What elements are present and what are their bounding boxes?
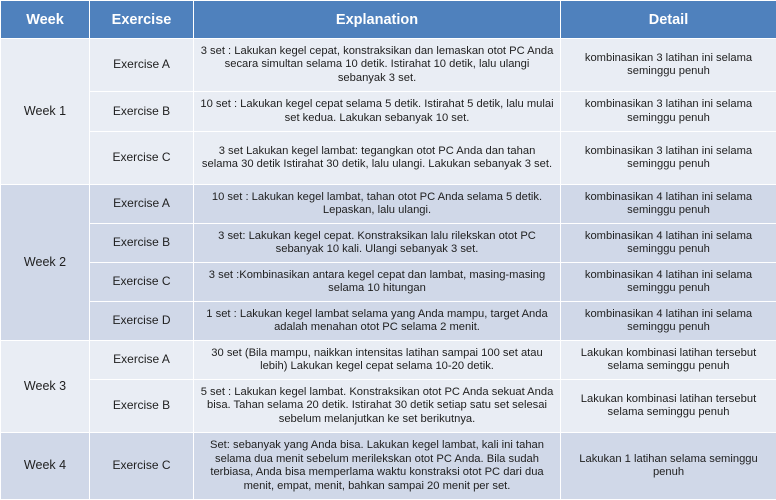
table-row <box>1 380 776 433</box>
table-row <box>1 92 776 132</box>
header-detail: Detail <box>561 1 776 39</box>
exercise-detail: kombinasikan 3 latihan ini selama seminggu penuh <box>561 39 776 92</box>
exercise-name: Exercise A <box>90 39 194 92</box>
exercise-name: Exercise C <box>90 433 194 500</box>
exercise-detail: Lakukan kombinasi latihan tersebut selama seminggu penuh <box>561 380 776 433</box>
exercise-detail: Lakukan 1 latihan selama seminggu penuh <box>561 433 776 500</box>
table-row <box>1 302 776 341</box>
exercise-explanation: 1 set : Lakukan kegel lambat selama yang Anda mampu, target Anda adalah menahan otot PC selama 2 menit. <box>194 302 561 341</box>
exercise-name: Exercise C <box>90 263 194 302</box>
table-row <box>1 39 776 92</box>
exercise-name: Exercise C <box>90 132 194 185</box>
exercise-explanation: Set: sebanyak yang Anda bisa. Lakukan kegel lambat, kali ini tahan selama dua menit sebelum merilekskan otot PC Anda. Bila sudah terbiasa, Anda bisa memperlama waktu konstraksi otot PC dari dua menit, empat, menit, bahkan sampai 20 menit per set. <box>194 433 561 500</box>
table-row <box>1 185 776 224</box>
week-label: Week 1 <box>1 39 90 185</box>
exercise-name: Exercise B <box>90 224 194 263</box>
exercise-explanation: 3 set: Lakukan kegel cepat. Konstraksikan lalu rilekskan otot PC sebanyak 10 kali. Ulangi sebanyak 3 set. <box>194 224 561 263</box>
week-label: Week 3 <box>1 341 90 433</box>
exercise-detail: kombinasikan 3 latihan ini selama seminggu penuh <box>561 132 776 185</box>
table-row <box>1 132 776 185</box>
exercise-explanation: 30 set (Bila mampu, naikkan intensitas latihan sampai 100 set atau lebih) Lakukan kegel cepat selama 10-20 detik. <box>194 341 561 380</box>
exercise-explanation: 10 set : Lakukan kegel cepat selama 5 detik. Istirahat 5 detik, lalu mulai set kedua. Lakukan sebanyak 10 set. <box>194 92 561 132</box>
exercise-name: Exercise A <box>90 185 194 224</box>
exercise-name: Exercise A <box>90 341 194 380</box>
table-row <box>1 341 776 380</box>
week-label: Week 2 <box>1 185 90 341</box>
exercise-detail: kombinasikan 4 latihan ini selama seminggu penuh <box>561 263 776 302</box>
exercise-explanation: 10 set : Lakukan kegel lambat, tahan otot PC Anda selama 5 detik. Lepaskan, lalu ulangi. <box>194 185 561 224</box>
exercise-detail: Lakukan kombinasi latihan tersebut selama seminggu penuh <box>561 341 776 380</box>
header-explanation: Explanation <box>194 1 561 39</box>
exercise-explanation: 3 set : Lakukan kegel cepat, konstraksikan dan lemaskan otot PC Anda secara simultan selama 10 detik. Istirahat 10 detik, lalu ulangi sebanyak 3 set. <box>194 39 561 92</box>
header-row <box>1 1 776 39</box>
header-week: Week <box>1 1 90 39</box>
exercise-detail: kombinasikan 4 latihan ini selama seminggu penuh <box>561 224 776 263</box>
table-row <box>1 224 776 263</box>
exercise-name: Exercise B <box>90 92 194 132</box>
exercise-explanation: 3 set Lakukan kegel lambat: tegangkan otot PC Anda dan tahan selama 30 detik Istirahat 30 detik, lalu ulangi. Lakukan sebanyak 3 set. <box>194 132 561 185</box>
table-row <box>1 263 776 302</box>
exercise-name: Exercise B <box>90 380 194 433</box>
table-row <box>1 433 776 500</box>
exercise-name: Exercise D <box>90 302 194 341</box>
exercise-explanation: 5 set : Lakukan kegel lambat. Konstraksikan otot PC Anda sekuat Anda bisa. Tahan selama 20 detik. Istirahat 30 detik setiap satu set selesai sebelum melanjutkan ke set berikutnya. <box>194 380 561 433</box>
header-exercise: Exercise <box>90 1 194 39</box>
week-label: Week 4 <box>1 433 90 500</box>
exercise-detail: kombinasikan 4 latihan ini selama seminggu penuh <box>561 185 776 224</box>
exercise-detail: kombinasikan 4 latihan ini selama seminggu penuh <box>561 302 776 341</box>
exercise-detail: kombinasikan 3 latihan ini selama seminggu penuh <box>561 92 776 132</box>
exercise-explanation: 3 set :Kombinasikan antara kegel cepat dan lambat, masing-masing selama 10 hitungan <box>194 263 561 302</box>
